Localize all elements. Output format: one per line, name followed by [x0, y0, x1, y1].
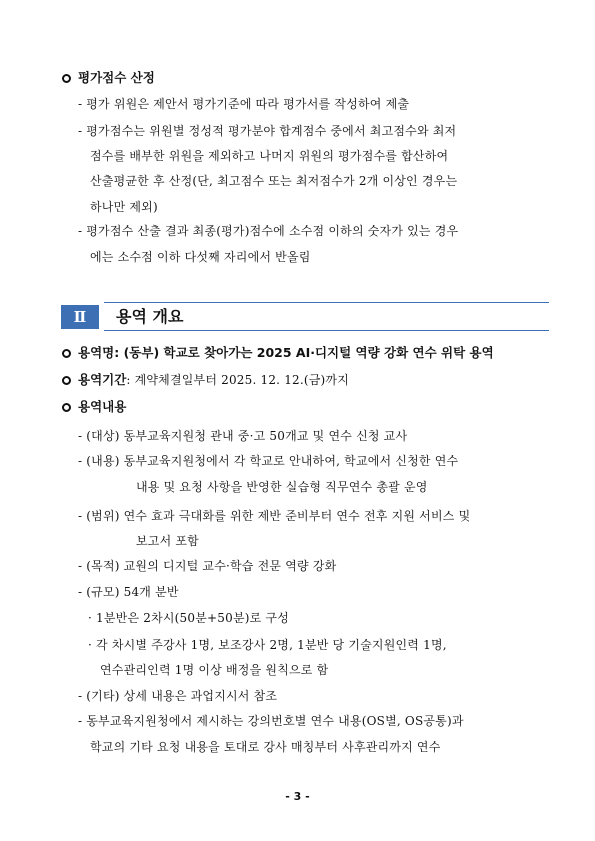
text-line: - (목적) 교원의 디지털 교수·학습 전문 역량 강화 [78, 559, 337, 573]
text-line: 내용 및 요청 사항을 반영한 실습형 직무연수 총괄 운영 [136, 480, 428, 494]
overview-content: 용역내용 [62, 397, 126, 415]
text-line: - (내용) 동부교육지원청에서 각 학교로 안내하여, 학교에서 신청한 연수 [78, 454, 459, 468]
overview-name: 용역명: (동부) 학교로 찾아가는 2025 AI·디지털 역량 강화 연수 위탁 용역 [62, 343, 494, 361]
text-line: 학교의 기타 요청 내용을 토대로 강사 매칭부터 사후관리까지 연수 [90, 740, 441, 754]
overview-period: 용역기간: 계약체결일부터 2025. 12. 12.(금)까지 [62, 369, 349, 388]
text-line: - 동부교육지원청에서 제시하는 강의번호별 연수 내용(OS별, OS공통)과 [78, 714, 464, 728]
circle-bullet-icon [62, 403, 71, 412]
text-line: · 1분반은 2차시(50분+50분)로 구성 [88, 611, 290, 625]
section-bottom-rule [104, 330, 549, 331]
text-line: - (규모) 54개 분반 [78, 585, 179, 599]
text-line: - (범위) 연수 효과 극대화를 위한 제반 준비부터 연수 전후 지원 서비스 및 [78, 509, 471, 523]
section-title: 용역 개요 [116, 307, 184, 326]
text-line: - (기타) 상세 내용은 과업지시서 참조 [78, 689, 278, 703]
circle-bullet-icon [62, 74, 71, 83]
text-line: 연수관리인력 1명 이상 배정을 원칙으로 함 [100, 663, 329, 677]
circle-bullet-icon [62, 376, 71, 385]
text-line: 점수를 배부한 위원을 제외하고 나머지 위원의 평가점수를 합산하여 [90, 149, 449, 163]
section-top-rule [104, 302, 549, 303]
text-line: - (대상) 동부교육지원청 관내 중·고 50개교 및 연수 신청 교사 [78, 429, 408, 443]
text-line: - 평가점수는 위원별 정성적 평가분야 합계점수 중에서 최고점수와 최저 [78, 124, 457, 138]
text-line: 보고서 포함 [136, 534, 199, 548]
page-number: - 3 - [285, 790, 310, 803]
text-line: 에는 소수점 이하 다섯째 자리에서 반올림 [90, 250, 311, 264]
section-heading-score [62, 68, 155, 86]
heading-text: 평가점수 산정 [78, 70, 155, 85]
text-line: 산출평균한 후 산정(단, 최고점수 또는 최저점수가 2개 이상인 경우는 [90, 174, 458, 188]
text-line: · 각 차시별 주강사 1명, 보조강사 2명, 1분반 당 기술지원인력 1명, [88, 638, 447, 652]
text-line: - 평가점수 산출 결과 최종(평가)점수에 소수점 이하의 숫자가 있는 경우 [78, 224, 459, 238]
text-line: 하나만 제외) [90, 200, 158, 214]
text-line: - 평가 위원은 제안서 평가기준에 따라 평가서를 작성하여 제출 [78, 97, 410, 111]
circle-bullet-icon [62, 349, 71, 358]
section-number-box: Ⅱ [61, 305, 99, 329]
